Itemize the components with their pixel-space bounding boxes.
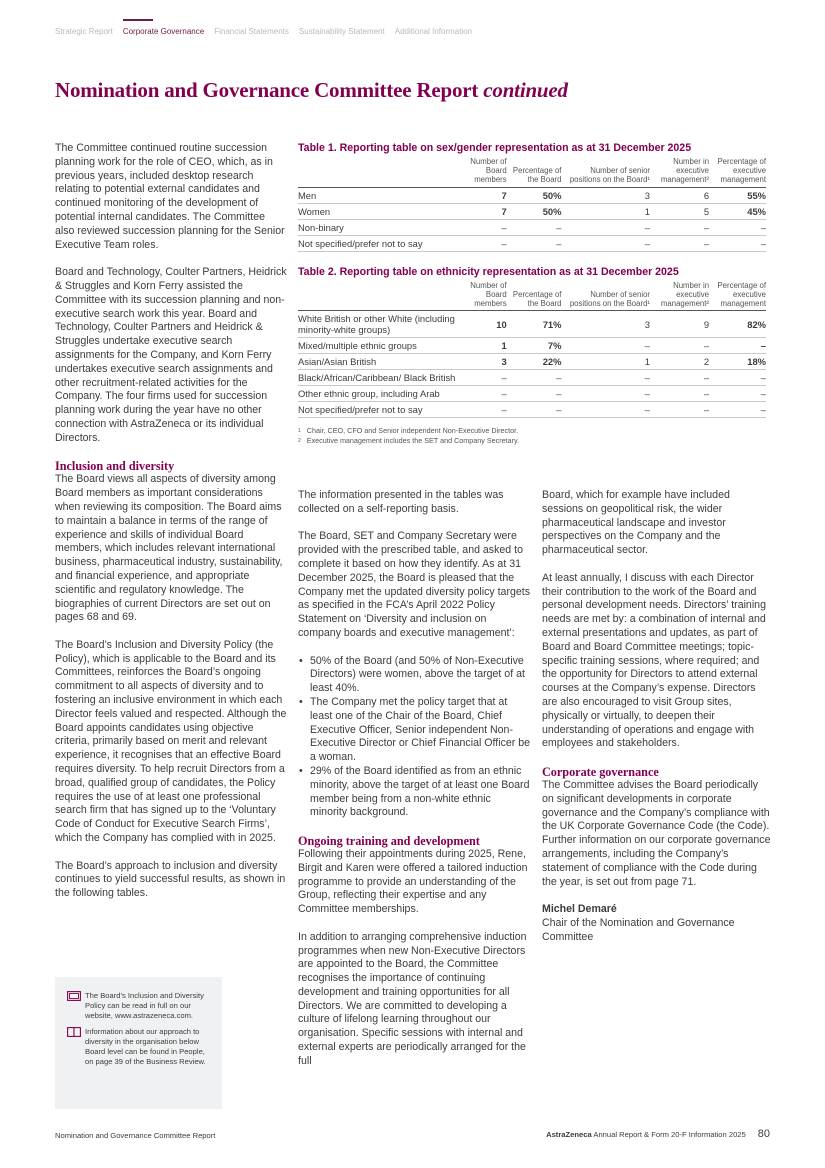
- signatory-name: Michel Demaré: [542, 903, 617, 916]
- table2-header-exec-number: Number in executive management²: [650, 281, 709, 311]
- table1-header-board-members: Number of Board members: [456, 157, 507, 187]
- table-row: [298, 219, 766, 235]
- paragraph-succession: The Committee continued routine succession planning work for the role of CEO, which, as in previous years, included desktop research relating to potential external candidates and continued monitoring of the development of potential internal candidates. The Committee also reviewed succession planning for the Senior Executive Team roles.: [55, 142, 285, 251]
- table-cell: –: [561, 235, 650, 251]
- table-cell: 1: [561, 354, 650, 370]
- table-cell: –: [456, 219, 507, 235]
- table-cell: –: [650, 338, 709, 354]
- table-cell: 10: [456, 311, 507, 338]
- table-cell: –: [456, 402, 507, 418]
- paragraph-board-diversity: The Board views all aspects of diversity among Board members as important considerations when reviewing its composition. The Board aims to maintain a balance in terms of the range of experience and skills of individual Board members, which includes relevant international business, pharmaceutical industry, sustainability, and financial experience, and appropriate scientific and regulatory knowledge. The biographies of current Directors are set out on pages 68 and 69.: [55, 473, 283, 624]
- signatory-role: Chair of the Nomination and Governance Committee: [542, 916, 735, 943]
- section-nav: [55, 20, 472, 40]
- table-cell: –: [650, 386, 709, 402]
- table-cell-label: Other ethnic group, including Arab: [298, 386, 456, 402]
- table-cell: 45%: [709, 203, 766, 219]
- website-icon: [67, 991, 81, 1001]
- table-row: [298, 370, 766, 386]
- table2-header-row: [298, 281, 766, 311]
- page-title-main: Nomination and Governance Committee Report: [55, 78, 479, 102]
- tables-section: [298, 142, 766, 446]
- table-cell: 9: [650, 311, 709, 338]
- page-number: 80: [757, 1128, 770, 1140]
- table2-header-exec-pct: Percentage of executive management: [709, 281, 766, 311]
- table-cell: –: [709, 402, 766, 418]
- table1-header-senior-positions: Number of senior positions on the Board¹: [561, 157, 650, 187]
- table-cell: 1: [456, 338, 507, 354]
- table-cell: 5: [650, 203, 709, 219]
- table-cell: –: [561, 370, 650, 386]
- table2-title: Table 2. Reporting table on ethnicity representation as at 31 December 2025: [298, 265, 679, 278]
- paragraph-induction: Following their appointments during 2025, Rene, Birgit and Karen were offered a tailored induction programme to provide an understanding of the Group, reflecting their expertise and any Committee memberships.: [298, 847, 528, 916]
- table-cell: –: [507, 402, 562, 418]
- table-cell: –: [709, 386, 766, 402]
- table-gender: [298, 157, 766, 252]
- paragraph-sessions: Board, which for example have included sessions on geopolitical risk, the wider pharmaceutical landscape and investor perspectives on the Company and the pharmaceutical sector.: [542, 489, 730, 557]
- table-cell-label: Not specified/prefer not to say: [298, 235, 456, 251]
- column-right: [542, 489, 772, 945]
- table-cell: –: [650, 402, 709, 418]
- table-cell-label: Asian/Asian British: [298, 354, 456, 370]
- table-cell: –: [561, 338, 650, 354]
- table-cell: –: [709, 370, 766, 386]
- table-cell: 7%: [507, 338, 562, 354]
- nav-corporate-governance[interactable]: Corporate Governance: [123, 20, 204, 40]
- paragraph-development: In addition to arranging comprehensive induction programmes when new Non-Executive Directors are appointed to the Board, the Committee recognises the importance of continuing development and training opportunities for all Directors. We are committed to developing a culture of lifelong learning throughout our organisation. Specific sessions with internal and external experts are periodically arranged for the full: [298, 930, 527, 1067]
- heading-inclusion-diversity: Inclusion and diversity: [55, 459, 175, 474]
- table-cell: 7: [456, 203, 507, 219]
- column-left: [55, 142, 287, 915]
- table-row: [298, 203, 766, 219]
- page-title-continued: continued: [483, 78, 568, 102]
- nav-strategic-report[interactable]: Strategic Report: [55, 27, 113, 36]
- table1-header-label: [298, 157, 456, 187]
- info-box-people-text: Information about our approach to diversity in the organisation below Board level can be found in People, on page 39 of the Business Review.: [85, 1027, 206, 1066]
- table-cell: 6: [650, 187, 709, 203]
- table-cell: 55%: [709, 187, 766, 203]
- table-cell: 18%: [709, 354, 766, 370]
- table-cell: 3: [456, 354, 507, 370]
- table-cell-label: Mixed/multiple ethnic groups: [298, 338, 456, 354]
- table-cell: –: [456, 386, 507, 402]
- table-cell: 71%: [507, 311, 562, 338]
- table1-header-exec-number: Number in executive management²: [650, 157, 709, 187]
- heading-corporate-governance: Corporate governance: [542, 764, 659, 779]
- table1-header-board-pct: Percentage of the Board: [507, 157, 562, 187]
- targets-list: [298, 655, 530, 821]
- table1-header-exec-pct: Percentage of executive management: [709, 157, 766, 187]
- footnote-1-mark: 1: [298, 428, 301, 435]
- table-cell: –: [561, 386, 650, 402]
- info-box-policy-text: The Board’s Inclusion and Diversity Policy can be read in full on our website, www.astrazeneca.com.: [85, 991, 204, 1020]
- table-row: [298, 235, 766, 251]
- footnote-2: [298, 436, 766, 446]
- table-cell: 82%: [709, 311, 766, 338]
- footnote-1: [298, 426, 766, 436]
- paragraph-results: The Board’s approach to inclusion and diversity continues to yield successful results, as shown in the following tables.: [55, 859, 286, 900]
- table-cell: –: [650, 370, 709, 386]
- info-box: [55, 977, 222, 1109]
- table-cell: –: [561, 219, 650, 235]
- table-row: [298, 386, 766, 402]
- paragraph-search-firms: Board and Technology, Coulter Partners, Heidrick & Struggles and Korn Ferry assisted the Committee with its succession planning and non-executive search work this year. Board and Technology, Coulter Partners and Heidrick & Struggles undertake executive search assignments for the Company, and Korn Ferry undertakes executive search assignments and other recruitment-related activities for the Company. The four firms used for succession planning work during the year have no other connection with AstraZeneca or its individual Directors.: [55, 266, 287, 444]
- table2-header-board-members: Number of Board members: [456, 281, 507, 311]
- table-cell-label: White British or other White (including minority-white groups): [298, 311, 456, 338]
- table-cell: –: [709, 338, 766, 354]
- footer-section-title: Nomination and Governance Committee Report: [55, 1131, 216, 1140]
- table-cell: 2: [650, 354, 709, 370]
- table-cell: –: [650, 219, 709, 235]
- table-row: [298, 354, 766, 370]
- footer-publication-title: Annual Report & Form 20-F Information 2025: [591, 1130, 746, 1139]
- table-cell: –: [507, 235, 562, 251]
- paragraph-training-needs: At least annually, I discuss with each Director their contribution to the work of the Board and personal development needs. Directors’ training needs are met by: a combination of internal and external presentations and updates, as part of Board and Board Committee meetings; topic-specific training sessions, where required; and the opportunity for Directors to attend external courses at the Company’s expense. Directors are also encouraged to visit Group sites, physically or virtually, to deepen their understanding of operations and engage with employees and stakeholders.: [542, 571, 766, 750]
- table2-header-senior-positions: Number of senior positions on the Board¹: [561, 281, 650, 311]
- table-row: [298, 338, 766, 354]
- table-cell: 50%: [507, 187, 562, 203]
- table-footnotes: [298, 426, 766, 446]
- table-ethnicity: [298, 281, 766, 419]
- table1-header-row: [298, 157, 766, 187]
- heading-training: Ongoing training and development: [298, 833, 480, 848]
- table-cell: 1: [561, 203, 650, 219]
- nav-additional-information[interactable]: Additional Information: [394, 27, 473, 36]
- list-item: • 50% of the Board (and 50% of Non-Executive Directors) were women, above the target of at least 40%.: [298, 655, 530, 696]
- table-cell: 3: [561, 187, 650, 203]
- nav-sustainability-statement[interactable]: Sustainability Statement: [298, 27, 385, 36]
- paragraph-self-reporting: The information presented in the tables was collected on a self-reporting basis.: [298, 489, 504, 515]
- column-middle: [298, 489, 530, 1082]
- table-cell: –: [507, 219, 562, 235]
- footer-brand: AstraZeneca: [546, 1130, 592, 1139]
- table-cell: –: [456, 370, 507, 386]
- table-cell: 22%: [507, 354, 562, 370]
- footnote-2-text: Executive management includes the SET and Company Secretary.: [306, 436, 520, 446]
- table-cell-label: Non-binary: [298, 219, 456, 235]
- table-cell: –: [709, 219, 766, 235]
- table-cell: –: [650, 235, 709, 251]
- table-row: [298, 311, 766, 338]
- nav-financial-statements[interactable]: Financial Statements: [214, 27, 289, 36]
- info-box-item-people[interactable]: [67, 1027, 210, 1067]
- table-cell-label: Not specified/prefer not to say: [298, 402, 456, 418]
- table2-header-label: [298, 281, 456, 311]
- footnote-2-mark: 2: [298, 438, 301, 445]
- table-cell-label: Women: [298, 203, 456, 219]
- paragraph-targets: The Board, SET and Company Secretary were provided with the prescribed table, and asked to complete it based on how they identify. As at 31 December 2025, the Board is pleased that the Company met the updated diversity policy targets as specified in the FCA’s April 2022 Policy Statement on ‘Diversity and inclusion on company boards and executive management’:: [298, 530, 531, 639]
- table-cell-label: Black/African/Caribbean/ Black British: [298, 370, 456, 386]
- table-cell: –: [709, 235, 766, 251]
- paragraph-diversity-policy: The Board’s Inclusion and Diversity Policy (the Policy), which is applicable to the Board and its Committees, reinforces the Board’s ongoing commitment to all aspects of diversity and to fostering an inclusive environment in which each Director feels valued and respected. Although the Board appoints candidates using objective criteria, primarily based on merit and relevant experience, it recognises that an effective Board requires diversity. To help recruit Directors from a broad, qualified group of candidates, the Policy requires the use of at least one professional search firm that has signed up to the ‘Voluntary Code of Conduct for Executive Search Firms’, which the Company has complied with in 2025.: [55, 638, 287, 845]
- paragraph-governance: The Committee advises the Board periodically on significant developments in corporate governance and the Company’s compliance with the UK Corporate Governance Code (the Code). Further information on our corporate governance arrangements, including the Company’s statement of compliance with the Code during the year, is set out from page 71.: [542, 778, 771, 888]
- table-row: [298, 402, 766, 418]
- table-cell: 3: [561, 311, 650, 338]
- table-cell: –: [507, 370, 562, 386]
- table-row: [298, 187, 766, 203]
- table-cell: –: [456, 235, 507, 251]
- table2-header-board-pct: Percentage of the Board: [507, 281, 562, 311]
- book-icon: [67, 1027, 81, 1037]
- footnote-1-text: Chair, CEO, CFO and Senior independent Non-Executive Director.: [306, 426, 519, 436]
- page-title: [55, 78, 568, 103]
- table-cell: 50%: [507, 203, 562, 219]
- info-box-item-policy[interactable]: [67, 991, 210, 1021]
- list-item: • The Company met the policy target that at least one of the Chair of the Board, Chief Executive Officer, Senior independent Non-Executive Director or Chief Financial Officer be a woman.: [298, 696, 530, 765]
- table-cell: –: [507, 386, 562, 402]
- table-cell: –: [561, 402, 650, 418]
- table-cell-label: Men: [298, 187, 456, 203]
- table1-title: Table 1. Reporting table on sex/gender representation as at 31 December 2025: [298, 142, 692, 154]
- footer-publication: [546, 1128, 770, 1140]
- table-cell: 7: [456, 187, 507, 203]
- list-item: • 29% of the Board identified as from an ethnic minority, above the target of at least one Board member being from a non-white ethnic minority background.: [298, 765, 530, 820]
